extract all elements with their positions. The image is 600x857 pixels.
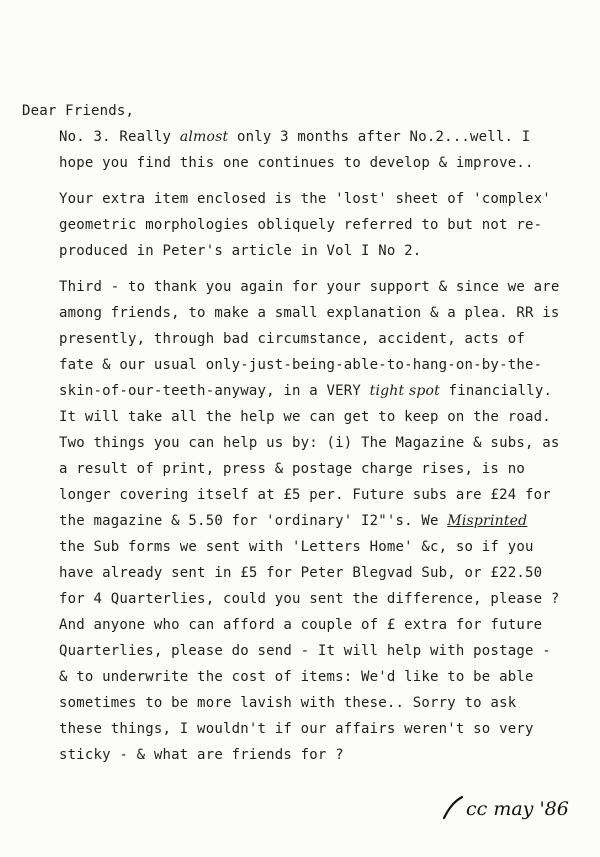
paragraph-3-line-6: It will take all the help we can get to keep on the road.: [59, 409, 551, 425]
paragraph-3-line-11: the Sub forms we sent with 'Letters Home' &c, so if you: [59, 539, 534, 555]
text: skin-of-our-teeth-anyway, in a VERY: [59, 383, 370, 399]
text: only 3 months after No.2...well. I: [228, 129, 531, 145]
paragraph-3-line-4: fate & our usual only-just-being-able-to-hang-on-by-the-: [59, 357, 543, 373]
paragraph-3-line-2: among friends, to make a small explanation & a plea. RR is: [59, 305, 560, 321]
paragraph-1-line-2: hope you find this one continues to develop & improve..: [59, 155, 534, 171]
paragraph-3-line-17: sometimes to be more lavish with these.. Sorry to ask: [59, 695, 517, 711]
paragraph-2-line-3: produced in Peter's article in Vol I No 2.: [59, 243, 422, 259]
paragraph-3-line-3: presently, through bad circumstance, accident, acts of: [59, 331, 525, 347]
paragraph-1-line-1: [59, 124, 530, 150]
signature-stroke-icon: [442, 794, 464, 822]
paragraph-3-line-10: [59, 508, 527, 534]
paragraph-3-line-14: And anyone who can afford a couple of £ extra for future: [59, 617, 543, 633]
paragraph-3-line-5: [59, 378, 552, 404]
paragraph-3-line-9: longer covering itself at £5 per. Future subs are £24 for: [59, 487, 551, 503]
paragraph-3-line-13: for 4 Quarterlies, could you sent the difference, please ?: [59, 591, 560, 607]
underlined-italic-emphasis: Misprinted: [447, 513, 528, 529]
paragraph-2-line-1: Your extra item enclosed is the 'lost' sheet of 'complex': [59, 191, 551, 207]
paragraph-3-line-18: these things, I wouldn't if our affairs weren't so very: [59, 721, 534, 737]
salutation: Dear Friends,: [22, 103, 135, 119]
paragraph-3-line-15: Quarterlies, please do send - It will help with postage -: [59, 643, 551, 659]
paragraph-3-line-1: Third - to thank you again for your support & since we are: [59, 279, 560, 295]
paragraph-3-line-8: a result of print, press & postage charge rises, is no: [59, 461, 525, 477]
text: the magazine & 5.50 for 'ordinary' I2"'s. We: [59, 513, 448, 529]
handwritten-signature: [450, 798, 569, 820]
paragraph-3-line-7: Two things you can help us by: (i) The Magazine & subs, as: [59, 435, 560, 451]
text: No. 3. Really: [59, 129, 180, 145]
paragraph-3-line-12: have already sent in £5 for Peter Blegvad Sub, or £22.50: [59, 565, 543, 581]
italic-emphasis: tight spot: [369, 383, 440, 399]
signature-text: cc may '86: [466, 798, 569, 820]
paragraph-3-line-19: sticky - & what are friends for ?: [59, 747, 344, 763]
paragraph-2-line-2: geometric morphologies obliquely referred to but not re-: [59, 217, 543, 233]
text: financially.: [440, 383, 553, 399]
paragraph-3-line-16: & to underwrite the cost of items: We'd like to be able: [59, 669, 534, 685]
italic-emphasis: almost: [179, 129, 229, 145]
